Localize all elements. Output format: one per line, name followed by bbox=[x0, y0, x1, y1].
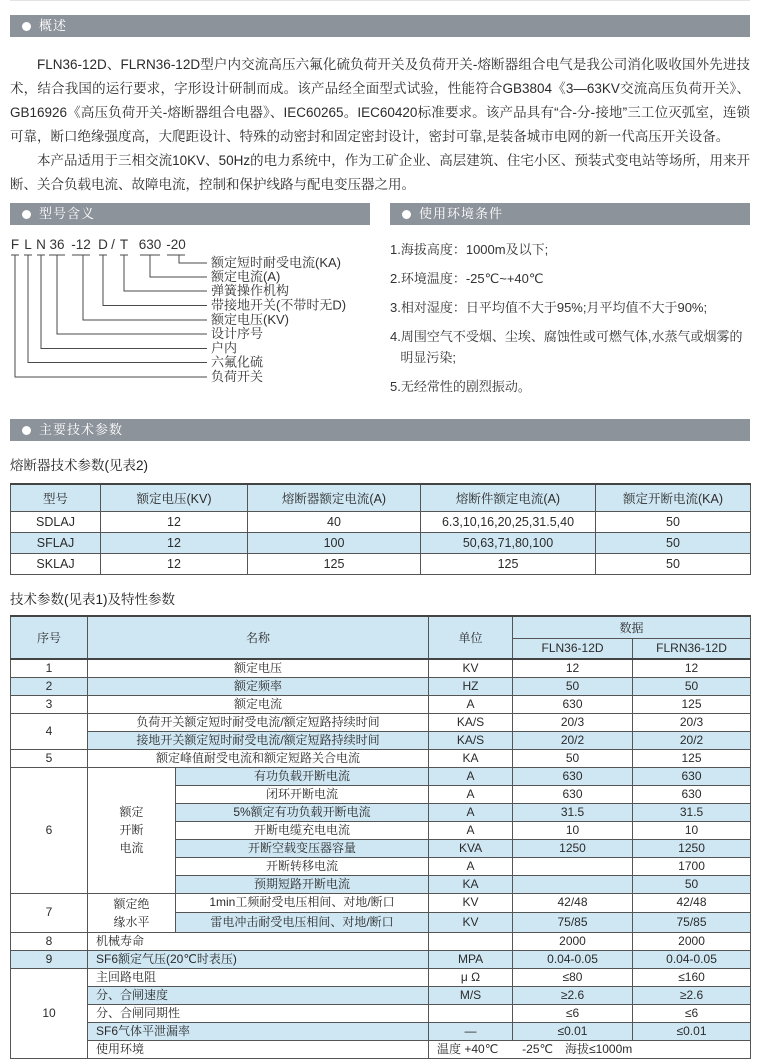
unit-cell: A bbox=[429, 821, 513, 839]
table-cell: SKLAJ bbox=[11, 554, 101, 575]
table-row bbox=[11, 968, 751, 986]
table-row bbox=[11, 713, 751, 731]
value-cell: 31.5 bbox=[513, 803, 633, 821]
param-name-cell: 负荷开关额定短时耐受电流/额定短路持续时间 bbox=[88, 713, 429, 731]
value-cell: 20/2 bbox=[513, 731, 633, 749]
group-label-line: 开断 bbox=[119, 823, 144, 837]
fuse-table bbox=[10, 483, 751, 575]
value-cell: 1700 bbox=[633, 857, 751, 875]
value-cell: ≤0.01 bbox=[633, 1022, 751, 1040]
table-row bbox=[11, 749, 751, 767]
table-row bbox=[11, 950, 751, 968]
unit-cell: KV bbox=[429, 913, 513, 933]
index-cell: 10 bbox=[11, 968, 88, 1058]
value-cell: ≤6 bbox=[513, 1004, 633, 1022]
param-name-cell: 预期短路开断电流 bbox=[176, 875, 429, 893]
model-code-segment: -12 bbox=[71, 237, 91, 252]
table-cell: 40 bbox=[248, 512, 421, 533]
value-cell: 125 bbox=[633, 749, 751, 767]
param-name-cell: 雷电冲击耐受电压相间、对地/断口 bbox=[176, 913, 429, 933]
param-name-cell: 使用环境 bbox=[88, 1040, 429, 1058]
group-label-line: 电流 bbox=[119, 841, 144, 855]
unit-cell: HZ bbox=[429, 677, 513, 695]
value-cell: ≤160 bbox=[633, 968, 751, 986]
model-code-segment: 630 bbox=[138, 237, 162, 252]
unit-cell: KA/S bbox=[429, 731, 513, 749]
value-cell: 630 bbox=[513, 785, 633, 803]
table-cell: SFLAJ bbox=[11, 533, 101, 554]
model-label: 户内 bbox=[211, 340, 238, 356]
table-row bbox=[11, 1022, 751, 1040]
model-label: 带接地开关(不带时无D) bbox=[211, 297, 347, 313]
param-name-cell: 开断空载变压器容量 bbox=[176, 839, 429, 857]
table-row bbox=[11, 659, 751, 678]
col-header: 额定电压(KV) bbox=[101, 484, 248, 512]
value-cell: 0.04-0.05 bbox=[513, 950, 633, 968]
overview-text bbox=[10, 53, 750, 197]
table-row bbox=[11, 512, 751, 533]
index-cell: 1 bbox=[11, 659, 88, 678]
model-code-segment: N bbox=[36, 237, 46, 252]
value-cell: 10 bbox=[513, 821, 633, 839]
section-title: 型号含义 bbox=[39, 206, 96, 221]
unit-cell: KV bbox=[429, 659, 513, 678]
unit-cell: A bbox=[429, 857, 513, 875]
param-name-cell: 1min工频耐受电压相间、对地/断口 bbox=[176, 893, 429, 913]
fuse-table-caption: 熔断器技术参数(见表2) bbox=[10, 458, 148, 473]
table-cell: 50,63,71,80,100 bbox=[421, 533, 596, 554]
table-cell: 12 bbox=[101, 533, 248, 554]
bullet-icon bbox=[22, 22, 31, 31]
value-cell: 125 bbox=[633, 695, 751, 713]
value-cell: 1250 bbox=[633, 839, 751, 857]
unit-cell: A bbox=[429, 803, 513, 821]
unit-cell: — bbox=[429, 1022, 513, 1040]
value-cell: 20/2 bbox=[633, 731, 751, 749]
value-cell: ≥2.6 bbox=[513, 986, 633, 1004]
col-header-name: 名称 bbox=[88, 616, 429, 659]
unit-cell: MPA bbox=[429, 950, 513, 968]
unit-cell: KA/S bbox=[429, 713, 513, 731]
value-cell: 50 bbox=[633, 875, 751, 893]
model-code-segment: D bbox=[98, 237, 108, 252]
col-header-unit: 单位 bbox=[429, 616, 513, 659]
fuse-table-body bbox=[11, 512, 751, 575]
value-cell: 630 bbox=[633, 767, 751, 785]
table-row bbox=[11, 731, 751, 749]
col-header: 熔断器额定电流(A) bbox=[248, 484, 421, 512]
value-cell: 42/48 bbox=[513, 893, 633, 913]
env-condition-item: 4.周围空气不受烟、尘埃、腐蚀性或可燃气体,水蒸气或烟雾的明显污染; bbox=[390, 329, 743, 365]
value-cell: 0.04-0.05 bbox=[633, 950, 751, 968]
bullet-icon bbox=[22, 426, 31, 435]
col-header-data: 数据 bbox=[513, 616, 751, 639]
param-name-cell: 5%额定有功负载开断电流 bbox=[176, 803, 429, 821]
value-cell: 50 bbox=[513, 677, 633, 695]
value-cell: ≤0.01 bbox=[513, 1022, 633, 1040]
col-header-product2: FLRN36-12D bbox=[633, 639, 751, 659]
col-header-product1: FLN36-12D bbox=[513, 639, 633, 659]
value-cell: 50 bbox=[513, 749, 633, 767]
table-cell: 50 bbox=[596, 512, 751, 533]
table-row bbox=[11, 986, 751, 1004]
index-cell: 6 bbox=[11, 767, 88, 893]
section-header-environment bbox=[390, 203, 750, 225]
table-row bbox=[11, 677, 751, 695]
table-cell: 6.3,10,16,20,25,31.5,40 bbox=[421, 512, 596, 533]
value-cell: 630 bbox=[513, 695, 633, 713]
section-title: 概述 bbox=[39, 18, 68, 33]
table-row bbox=[11, 893, 751, 913]
param-name-cell: SF6额定气压(20℃时表压) bbox=[88, 950, 429, 968]
unit-cell: M/S bbox=[429, 986, 513, 1004]
overview-paragraph: FLN36-12D、FLRN36-12D型户内交流高压六氟化硫负荷开关及负荷开关-熔断器组合电气是我公司消化吸收国外先进技术，结合我国的运行要求，字形设计研制而成。该产品经全面型式试验，性能符合GB3804《3—63KV交流高压负荷开关》、GB16926《高压负荷开关-熔断器组合电器》、IEC60265。IEC60420标准要求。该产品具有“合-分-接地”三工位灭弧室，连锁可靠，断口绝缘强度高，大爬距设计、特殊的动密封和固定密封设计，密封可靠,是装备城市电网的新一代高压开关设备。 bbox=[10, 57, 750, 144]
table-cell: 50 bbox=[596, 533, 751, 554]
model-designation-diagram bbox=[10, 231, 370, 389]
index-cell: 4 bbox=[11, 713, 88, 749]
value-cell: 2000 bbox=[633, 932, 751, 950]
model-label: 额定电流(A) bbox=[211, 269, 281, 284]
col-header: 额定开断电流(KA) bbox=[596, 484, 751, 512]
table-row bbox=[11, 767, 751, 785]
param-name-cell: 额定电流 bbox=[88, 695, 429, 713]
value-cell: 2000 bbox=[513, 932, 633, 950]
unit-cell: A bbox=[429, 695, 513, 713]
value-cell: ≤80 bbox=[513, 968, 633, 986]
param-name-cell: 开断转移电流 bbox=[176, 857, 429, 875]
col-header: 熔断件额定电流(A) bbox=[421, 484, 596, 512]
env-condition-item: 3.相对湿度：日平均值不大于95%;月平均值不大于90%; bbox=[390, 300, 708, 315]
group-label-line: 额定绝 bbox=[113, 896, 150, 911]
index-cell: 8 bbox=[11, 932, 88, 950]
model-label: 负荷开关 bbox=[211, 369, 264, 384]
bullet-icon bbox=[22, 210, 31, 219]
model-code-segment: L bbox=[24, 237, 32, 252]
table-row bbox=[11, 554, 751, 575]
unit-cell bbox=[429, 1004, 513, 1022]
section-title: 主要技术参数 bbox=[39, 422, 124, 437]
group-cell bbox=[88, 767, 176, 893]
unit-cell: KA bbox=[429, 875, 513, 893]
table-cell: 125 bbox=[421, 554, 596, 575]
model-label: 六氟化硫 bbox=[211, 354, 264, 370]
env-condition-item: 2.环境温度：-25℃~+40℃ bbox=[390, 271, 544, 286]
param-name-cell: 闭环开断电流 bbox=[176, 785, 429, 803]
unit-cell: μ Ω bbox=[429, 968, 513, 986]
value-cell: 1250 bbox=[513, 839, 633, 857]
group-cell bbox=[88, 893, 176, 932]
fuse-table-head-row bbox=[11, 484, 751, 512]
table-row bbox=[11, 1040, 751, 1058]
index-cell: 7 bbox=[11, 893, 88, 932]
value-cell: 31.5 bbox=[633, 803, 751, 821]
unit-cell bbox=[429, 932, 513, 950]
param-name-cell: 额定电压 bbox=[88, 659, 429, 678]
value-cell: 10 bbox=[633, 821, 751, 839]
value-cell: 42/48 bbox=[633, 893, 751, 913]
model-code-segment: F bbox=[10, 237, 20, 252]
bullet-icon bbox=[402, 210, 411, 219]
param-name-cell: 开断电缆充电电流 bbox=[176, 821, 429, 839]
model-label: 设计序号 bbox=[211, 326, 264, 341]
table-row bbox=[11, 695, 751, 713]
model-label: 弹簧操作机构 bbox=[211, 283, 290, 298]
value-cell: 12 bbox=[633, 659, 751, 678]
params-table bbox=[10, 615, 751, 1059]
model-label: 额定短时耐受电流(KA) bbox=[211, 255, 342, 270]
index-cell: 9 bbox=[11, 950, 88, 968]
model-label: 额定电压(KV) bbox=[211, 312, 290, 327]
model-code-segment: / bbox=[111, 237, 115, 252]
group-label-line: 额定 bbox=[119, 805, 144, 819]
table-cell: SDLAJ bbox=[11, 512, 101, 533]
param-name-cell: 有功负载开断电流 bbox=[176, 767, 429, 785]
unit-cell: KVA bbox=[429, 839, 513, 857]
model-code-segment: T bbox=[119, 237, 129, 252]
env-condition-item: 1.海拔高度：1000m及以下; bbox=[390, 242, 549, 257]
model-code-segment: 36 bbox=[49, 237, 65, 252]
col-header-index: 序号 bbox=[11, 616, 88, 659]
model-code-segment: -20 bbox=[166, 237, 186, 252]
unit-cell: A bbox=[429, 767, 513, 785]
value-cell: 20/3 bbox=[513, 713, 633, 731]
param-name-cell: 分、合闸速度 bbox=[88, 986, 429, 1004]
two-column-section bbox=[10, 197, 750, 405]
table-cell: 12 bbox=[101, 554, 248, 575]
value-cell: 630 bbox=[633, 785, 751, 803]
value-cell: 75/85 bbox=[513, 913, 633, 933]
section-title: 使用环境条件 bbox=[419, 206, 504, 221]
table-cell: 12 bbox=[101, 512, 248, 533]
table-row bbox=[11, 533, 751, 554]
value-cell: 12 bbox=[513, 659, 633, 678]
unit-cell: KV bbox=[429, 893, 513, 913]
table-row bbox=[11, 1004, 751, 1022]
section-header-tech-params bbox=[10, 419, 750, 441]
value-cell: ≤6 bbox=[633, 1004, 751, 1022]
value-cell: 20/3 bbox=[633, 713, 751, 731]
environment-column bbox=[390, 197, 750, 405]
unit-cell: A bbox=[429, 785, 513, 803]
param-name-cell: 额定峰值耐受电流和额定短路关合电流 bbox=[88, 749, 429, 767]
col-header: 型号 bbox=[11, 484, 101, 512]
index-cell: 3 bbox=[11, 695, 88, 713]
environment-conditions-list bbox=[390, 239, 750, 397]
table-row bbox=[11, 932, 751, 950]
section-header-overview bbox=[10, 15, 750, 37]
param-name-cell: 分、合闸同期性 bbox=[88, 1004, 429, 1022]
table-cell: 125 bbox=[248, 554, 421, 575]
model-designation-column bbox=[10, 197, 370, 405]
overview-paragraph: 本产品适用于三相交流10KV、50Hz的电力系统中，作为工矿企业、高层建筑、住宅小区、预装式变电站等场所，用来开断、关合负载电流、故障电流，控制和保护线路与配电变压器之用。 bbox=[10, 153, 750, 192]
value-cell bbox=[513, 875, 633, 893]
param-name-cell: 额定频率 bbox=[88, 677, 429, 695]
unit-cell: KA bbox=[429, 749, 513, 767]
group-label-line: 缘水平 bbox=[113, 914, 150, 929]
table-cell: 50 bbox=[596, 554, 751, 575]
params-table-body bbox=[11, 659, 751, 1059]
params-table-caption: 技术参数(见表1)及特性参数 bbox=[10, 592, 175, 607]
param-name-cell: 接地开关额定短时耐受电流/额定短路持续时间 bbox=[88, 731, 429, 749]
value-cell: 75/85 bbox=[633, 913, 751, 933]
merged-env-cell: 温度 +40℃ -25℃ 海拔≤1000m bbox=[429, 1040, 751, 1058]
index-cell: 5 bbox=[11, 749, 88, 767]
page-top-rule bbox=[10, 0, 750, 1]
env-condition-item: 5.无经常性的剧烈振动。 bbox=[390, 379, 531, 394]
section-header-model bbox=[10, 203, 370, 225]
param-name-cell: 主回路电阻 bbox=[88, 968, 429, 986]
value-cell bbox=[513, 857, 633, 875]
value-cell: ≥2.6 bbox=[633, 986, 751, 1004]
params-table-head-row bbox=[11, 616, 751, 639]
index-cell: 2 bbox=[11, 677, 88, 695]
param-name-cell: SF6气体平泄漏率 bbox=[88, 1022, 429, 1040]
value-cell: 630 bbox=[513, 767, 633, 785]
param-name-cell: 机械寿命 bbox=[88, 932, 429, 950]
value-cell: 50 bbox=[633, 677, 751, 695]
table-cell: 100 bbox=[248, 533, 421, 554]
